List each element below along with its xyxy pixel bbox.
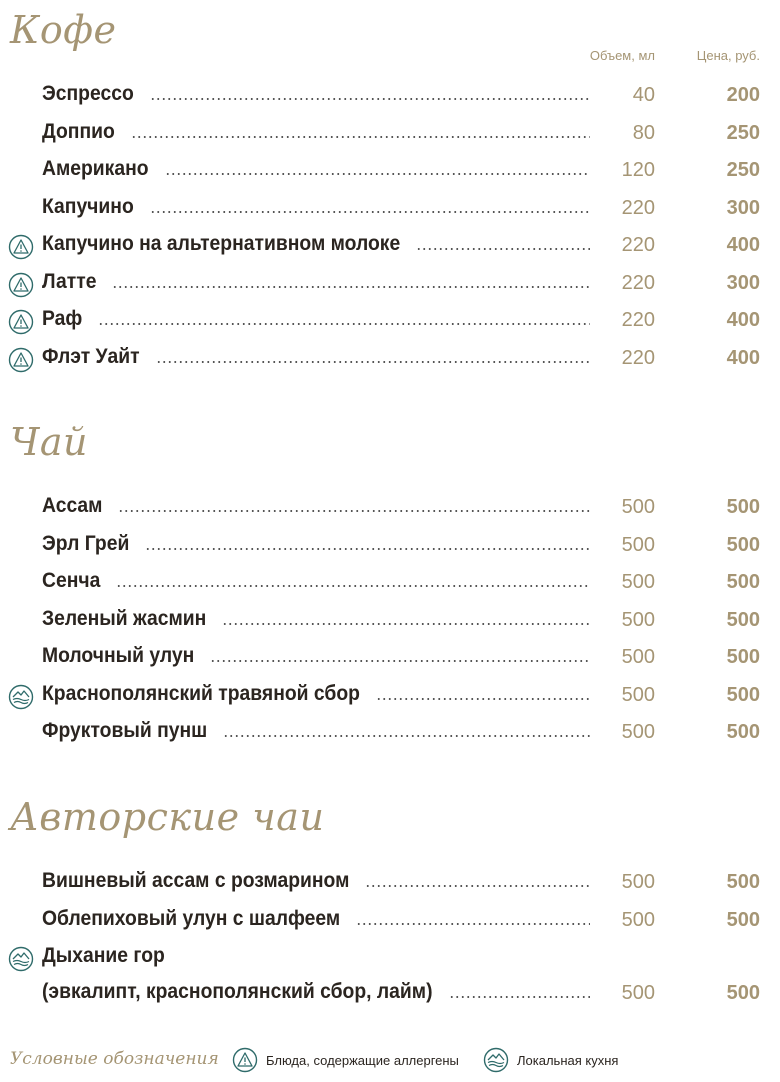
menu-item-row — [0, 270, 780, 298]
dot-leader — [116, 585, 590, 587]
local-cuisine-icon — [483, 1047, 509, 1073]
local-legend-label: Локальная кухня — [517, 1053, 619, 1068]
dot-leader — [210, 660, 590, 662]
menu-item-volume: 500 — [621, 908, 655, 931]
menu-item-price: 500 — [726, 608, 760, 631]
menu-item-row — [0, 345, 780, 373]
menu-item-row — [0, 569, 780, 597]
menu-item-row — [0, 719, 780, 747]
menu-item-price: 250 — [726, 159, 760, 181]
dot-leader — [223, 735, 590, 737]
local-cuisine-icon — [8, 684, 34, 710]
menu-item-name: Латте — [42, 269, 97, 293]
menu-item-price: 500 — [726, 683, 760, 706]
menu-item-price: 500 — [726, 646, 760, 668]
menu-item-name: Эрл Грей — [42, 531, 130, 555]
menu-item-volume: 500 — [621, 646, 655, 668]
tea-section-title: Чай — [10, 420, 89, 464]
menu-item-description: (эвкалипт, краснополянский сбор, лайм) — [42, 980, 433, 1003]
volume-column-header: Объем, мл — [589, 48, 655, 63]
menu-item-price: 200 — [726, 84, 760, 106]
menu-item-price: 500 — [726, 871, 760, 893]
menu-item-volume: 500 — [621, 608, 655, 631]
menu-item-volume: 220 — [621, 346, 655, 369]
menu-item-name: Доппио — [42, 119, 115, 143]
menu-item-name: Ассам — [42, 494, 103, 517]
menu-item-volume: 500 — [621, 533, 655, 556]
menu-item-volume: 80 — [632, 121, 655, 144]
dot-leader — [356, 923, 590, 925]
menu-item-volume: 120 — [621, 159, 655, 181]
menu-item-row — [0, 607, 780, 635]
menu-item-volume: 220 — [621, 196, 655, 219]
local-cuisine-icon — [8, 946, 34, 972]
dot-leader — [150, 211, 590, 213]
dot-leader — [449, 996, 590, 998]
menu-item-price: 500 — [726, 533, 760, 556]
coffee-section-title: Кофе — [10, 8, 117, 52]
menu-item-name: Капучино на альтернативном молоке — [42, 232, 401, 255]
menu-item-row — [0, 82, 780, 110]
menu-item-row — [0, 644, 780, 672]
menu-item-name: Сенча — [42, 569, 101, 592]
allergen-icon — [8, 309, 34, 335]
menu-item-price: 400 — [726, 346, 760, 369]
menu-item-name: Флэт Уайт — [42, 344, 140, 368]
menu-item-row — [0, 907, 780, 935]
menu-item-row — [0, 944, 780, 1004]
dot-leader — [416, 248, 590, 250]
menu-item-name: Молочный улун — [42, 644, 195, 667]
dot-leader — [118, 510, 590, 512]
dot-leader — [112, 286, 590, 288]
signature-tea-section-title: Авторские чаи — [10, 795, 325, 839]
menu-item-price: 500 — [726, 721, 760, 743]
menu-item-volume: 40 — [632, 84, 655, 106]
allergen-icon — [232, 1047, 258, 1073]
menu-item-price: 300 — [726, 271, 760, 294]
menu-item-price: 300 — [726, 196, 760, 219]
menu-item-volume: 500 — [621, 571, 655, 593]
menu-item-volume: 500 — [621, 496, 655, 518]
allergen-icon — [8, 347, 34, 373]
menu-item-volume: 220 — [621, 234, 655, 256]
menu-item-name: Вишневый ассам с розмарином — [42, 869, 350, 892]
allergen-icon — [8, 234, 34, 260]
dot-leader — [150, 98, 590, 100]
dot-leader — [222, 623, 590, 625]
dot-leader — [365, 885, 590, 887]
menu-item-price: 500 — [726, 982, 760, 1004]
menu-item-row — [0, 869, 780, 897]
menu-item-name: Капучино — [42, 194, 134, 218]
menu-item-price: 500 — [726, 496, 760, 518]
allergen-icon — [8, 272, 34, 298]
menu-item-name: Облепиховый улун с шалфеем — [42, 906, 341, 930]
allergen-legend-label: Блюда, содержащие аллергены — [266, 1053, 459, 1068]
menu-item-volume: 220 — [621, 271, 655, 294]
menu-item-price: 500 — [726, 908, 760, 931]
menu-item-row — [0, 307, 780, 335]
menu-item-name: Фруктовый пунш — [42, 719, 208, 742]
menu-item-row — [0, 195, 780, 223]
menu-item-row — [0, 120, 780, 148]
menu-item-row — [0, 232, 780, 260]
menu-item-name: Эспрессо — [42, 82, 134, 105]
menu-item-name: Зеленый жасмин — [42, 606, 207, 630]
menu-item-price: 250 — [726, 121, 760, 144]
dot-leader — [165, 173, 590, 175]
dot-leader — [376, 698, 590, 700]
menu-item-row — [0, 494, 780, 522]
dot-leader — [145, 548, 590, 550]
menu-item-row — [0, 532, 780, 560]
price-column-header: Цена, руб. — [696, 48, 760, 63]
menu-item-volume: 500 — [621, 721, 655, 743]
menu-item-row — [0, 682, 780, 710]
menu-item-name: Американо — [42, 157, 149, 180]
menu-item-price: 500 — [726, 571, 760, 593]
menu-item-row — [0, 157, 780, 185]
menu-item-volume: 220 — [621, 309, 655, 331]
dot-leader — [98, 323, 590, 325]
menu-item-name: Краснополянский травяной сбор — [42, 681, 360, 705]
legend-title: Условные обозначения — [10, 1049, 219, 1069]
dot-leader — [131, 136, 590, 138]
dot-leader — [156, 361, 590, 363]
legend — [0, 1045, 780, 1077]
menu-item-volume: 500 — [621, 982, 655, 1004]
menu-item-price: 400 — [726, 234, 760, 256]
menu-item-name: Раф — [42, 307, 83, 330]
menu-item-name: Дыхание гор — [42, 944, 165, 967]
menu-item-volume: 500 — [621, 871, 655, 893]
menu-item-price: 400 — [726, 309, 760, 331]
menu-item-volume: 500 — [621, 683, 655, 706]
